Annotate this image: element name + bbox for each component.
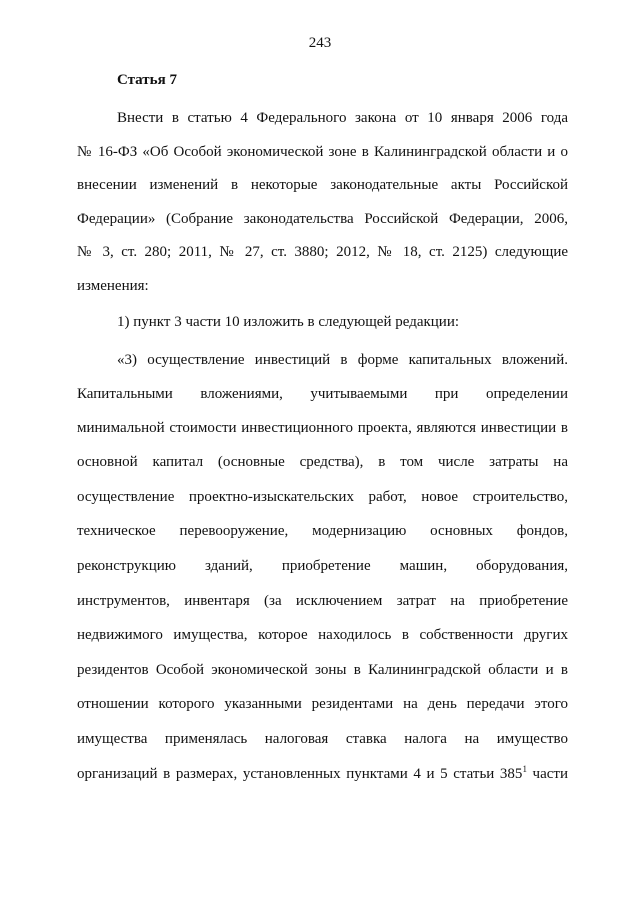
page-number: 243 [308,35,332,51]
text-line: резидентов Особой экономической зоны в Калининградской области и в [77,662,568,678]
text-line: изменения: [77,278,149,294]
text-line: «3) осуществление инвестиций в форме капитальных вложений. [117,352,568,368]
article-title: Статья 7 [117,72,177,88]
text-segment: организаций в размерах, установленных пунктами 4 и 5 статьи 385 [77,766,523,782]
text-line: внесении изменений в некоторые законодательные акты Российской [77,177,568,193]
text-line-last [77,764,568,784]
superscript: 1 [522,764,527,774]
text-line: Федерации» (Собрание законодательства Российской Федерации, 2006, [77,211,568,227]
text-segment: части [526,766,568,782]
text-line: минимальной стоимости инвестиционного проекта, являются инвестиции в [77,420,568,436]
text-line: недвижимого имущества, которое находилось в собственности других [77,627,568,643]
text-line: инструментов, инвентаря (за исключением затрат на приобретение [77,593,568,609]
text-line: реконструкцию зданий, приобретение машин, оборудования, [77,558,568,574]
text-line: техническое перевооружение, модернизацию основных фондов, [77,523,568,539]
text-line: отношении которого указанными резидентами на день передачи этого [77,696,568,712]
text-line: Капитальными вложениями, учитываемыми при определении [77,386,568,402]
text-line: осуществление проектно-изыскательских работ, новое строительство, [77,489,568,505]
text-line: № 16-ФЗ «Об Особой экономической зоне в Калининградской области и о [77,144,568,160]
text-line: имущества применялась налоговая ставка налога на имущество [77,731,568,747]
text-line: № 3, ст. 280; 2011, № 27, ст. 3880; 2012, № 18, ст. 2125) следующие [77,244,568,260]
text-line: Внести в статью 4 Федерального закона от 10 января 2006 года [117,110,568,126]
text-line: основной капитал (основные средства), в том числе затраты на [77,454,568,470]
text-line: 1) пункт 3 части 10 изложить в следующей редакции: [117,314,460,330]
